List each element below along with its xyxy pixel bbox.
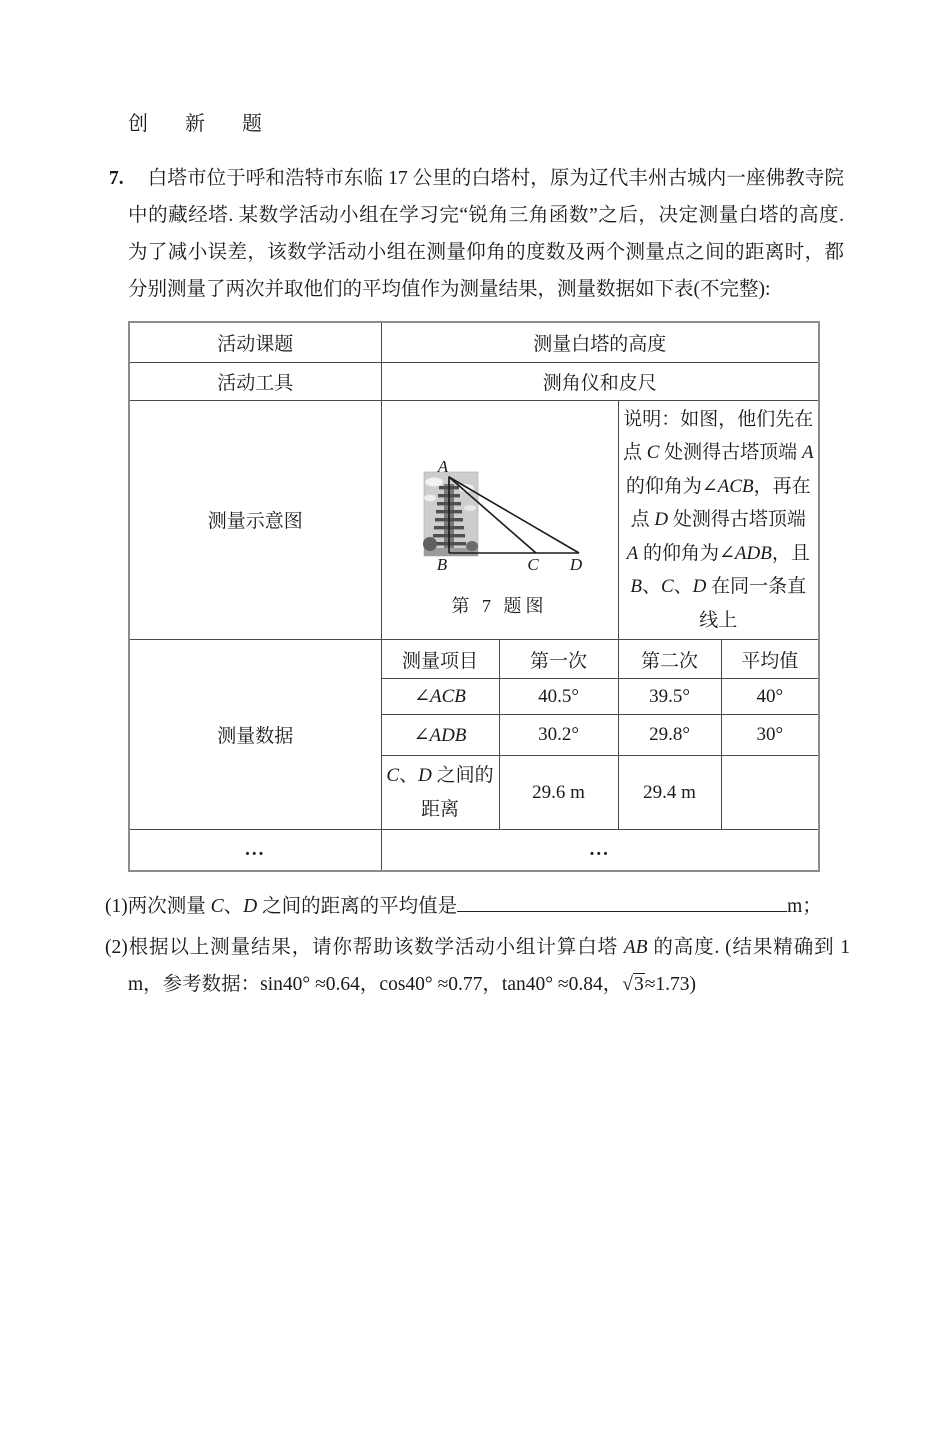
tower-ab-variable: AB	[623, 936, 648, 958]
row-ellipsis	[129, 830, 819, 871]
point-d-label: D	[569, 554, 582, 574]
adb-average: 30°	[721, 715, 819, 756]
col-header-item: 测量项目	[381, 640, 499, 679]
pagoda-photo	[423, 472, 478, 556]
row-diagram	[129, 400, 819, 640]
point-a-label: A	[437, 456, 448, 476]
ellipsis-left: ...	[129, 830, 381, 871]
item-acb: ∠ACB	[381, 679, 499, 715]
point-b-label: B	[436, 554, 447, 574]
sqrt-radicand: 3	[633, 973, 644, 995]
question-1-unit: m；	[787, 895, 822, 917]
answer-blank	[457, 892, 787, 912]
question-2-text-2: 的高度. (结果精确到 1 m，参考数据：sin40° ≈0.64，cos40° ≈0.77，tan40° ≈0.84，	[128, 936, 850, 995]
acb-second: 39.5°	[618, 679, 721, 715]
adb-first: 30.2°	[499, 715, 618, 756]
topic-label: 活动课题	[129, 322, 381, 362]
sqrt-symbol: √	[622, 973, 633, 995]
ellipsis-right: ...	[381, 830, 819, 871]
question-2	[105, 929, 850, 1003]
cd-first: 29.6 m	[499, 756, 618, 830]
row-activity-tool	[129, 362, 819, 400]
diagram-cell	[381, 400, 618, 640]
worksheet-page	[0, 112, 950, 1456]
item-cd-distance: C、D 之间的距离	[381, 756, 499, 830]
tool-label: 活动工具	[129, 362, 381, 400]
adb-second: 29.8°	[618, 715, 721, 756]
acb-average: 40°	[721, 679, 819, 715]
item-adb: ∠ADB	[381, 715, 499, 756]
measurement-diagram	[386, 422, 619, 580]
data-table-header-row	[129, 640, 819, 679]
activity-table	[128, 321, 820, 872]
cd-second: 29.4 m	[618, 756, 721, 830]
diagram-caption: 第 7 题图	[451, 595, 548, 616]
question-2-text-1: (2)根据以上测量结果，请你帮助该数学活动小组计算白塔	[105, 936, 624, 958]
row-activity-topic	[129, 322, 819, 362]
question-1-text: (1)两次测量 C、D 之间的距离的平均值是	[105, 895, 458, 917]
tool-value: 测角仪和皮尺	[381, 362, 819, 400]
question-1	[105, 888, 850, 925]
data-label: 测量数据	[129, 640, 381, 830]
diagram-note: 说明：如图，他们先在点 C 处测得古塔顶端 A 的仰角为∠ACB，再在点 D 处测得古塔顶端 A 的仰角为∠ADB，且 B、C、D 在同一条直线上	[618, 400, 819, 640]
topic-value: 测量白塔的高度	[381, 322, 819, 362]
problem-number: 7.	[109, 168, 124, 189]
question-2-text-3: ≈1.73)	[644, 973, 697, 995]
point-c-label: C	[526, 554, 539, 574]
cd-average-empty	[721, 756, 819, 830]
col-header-second: 第二次	[618, 640, 721, 679]
col-header-average: 平均值	[721, 640, 819, 679]
section-heading: 创新题	[128, 113, 299, 135]
col-header-first: 第一次	[499, 640, 618, 679]
acb-first: 40.5°	[499, 679, 618, 715]
diagram-label: 测量示意图	[129, 400, 381, 640]
problem-text: 白塔市位于呼和浩特市东临 17 公里的白塔村，原为辽代丰州古城内一座佛教寺院中的藏经塔. 某数学活动小组在学习完“锐角三角函数”之后，决定测量白塔的高度. 为了减小误差，该数学活动小组在测量仰角的度数及两个测量点之间的距离时，都分别测量了两次并取他们的平均值作为测量结果，测量数据如下表(不完整):	[128, 168, 844, 300]
problem-statement	[109, 160, 844, 308]
